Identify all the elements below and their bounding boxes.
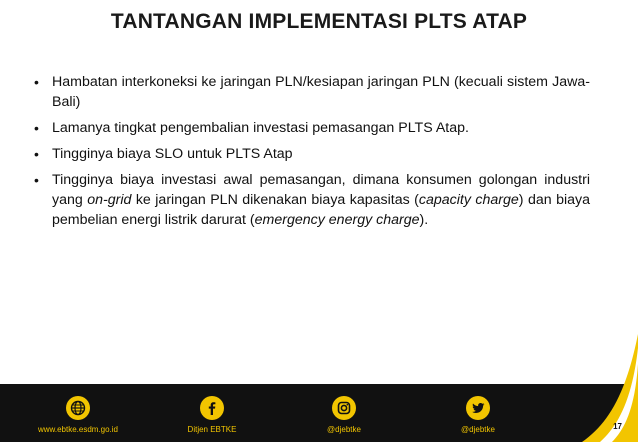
bullet-text: Hambatan interkoneksi ke jaringan PLN/kesiapan jaringan PLN (kecuali sistem Jawa-Bali) <box>52 74 590 110</box>
bullet-list <box>34 72 590 236</box>
bullet-item <box>34 170 590 230</box>
corner-decoration <box>578 334 638 442</box>
footer-twitter-label: @djebtke <box>461 425 495 434</box>
footer-instagram-label: @djebtke <box>327 425 361 434</box>
bullet-text: Tingginya biaya SLO untuk PLTS Atap <box>52 146 293 162</box>
bullet-dot: • <box>34 172 39 188</box>
globe-icon <box>66 396 90 420</box>
footer-facebook-label: Ditjen EBTKE <box>187 425 237 434</box>
bullet-dot: • <box>34 146 39 162</box>
bullet-text <box>52 172 590 228</box>
bullet-text-part: ke jaringan PLN dikenakan biaya kapasitas ( <box>131 192 419 208</box>
instagram-icon <box>332 396 356 420</box>
slide-title: TANTANGAN IMPLEMENTASI PLTS ATAP <box>110 10 528 33</box>
bullet-dot: • <box>34 120 39 136</box>
page-number: 17 <box>613 422 622 431</box>
bullet-text-italic: emergency energy charge <box>254 212 420 228</box>
footer-facebook[interactable] <box>152 384 272 434</box>
bullet-text-part: ) dan biaya pembelian energi listrik darurat ( <box>52 192 590 228</box>
bullet-dot: • <box>34 74 39 90</box>
footer-website[interactable] <box>18 384 138 434</box>
bullet-text-part: ). <box>419 212 429 228</box>
bullet-item <box>34 144 590 164</box>
footer-twitter[interactable] <box>418 384 538 434</box>
footer-website-label: www.ebtke.esdm.go.id <box>37 425 119 434</box>
footer-bar <box>0 384 638 442</box>
bullet-item <box>34 118 590 138</box>
bullet-text: Lamanya tingkat pengembalian investasi pemasangan PLTS Atap. <box>52 120 469 136</box>
bullet-text-part: Tingginya biaya investasi awal pemasangan, dimana konsumen golongan industri yang <box>52 172 590 208</box>
bullet-item <box>34 72 590 112</box>
twitter-icon <box>466 396 490 420</box>
footer-instagram[interactable] <box>284 384 404 434</box>
facebook-icon <box>200 396 224 420</box>
bullet-text-italic: capacity charge <box>418 192 519 208</box>
bullet-text-italic: on-grid <box>87 192 132 208</box>
